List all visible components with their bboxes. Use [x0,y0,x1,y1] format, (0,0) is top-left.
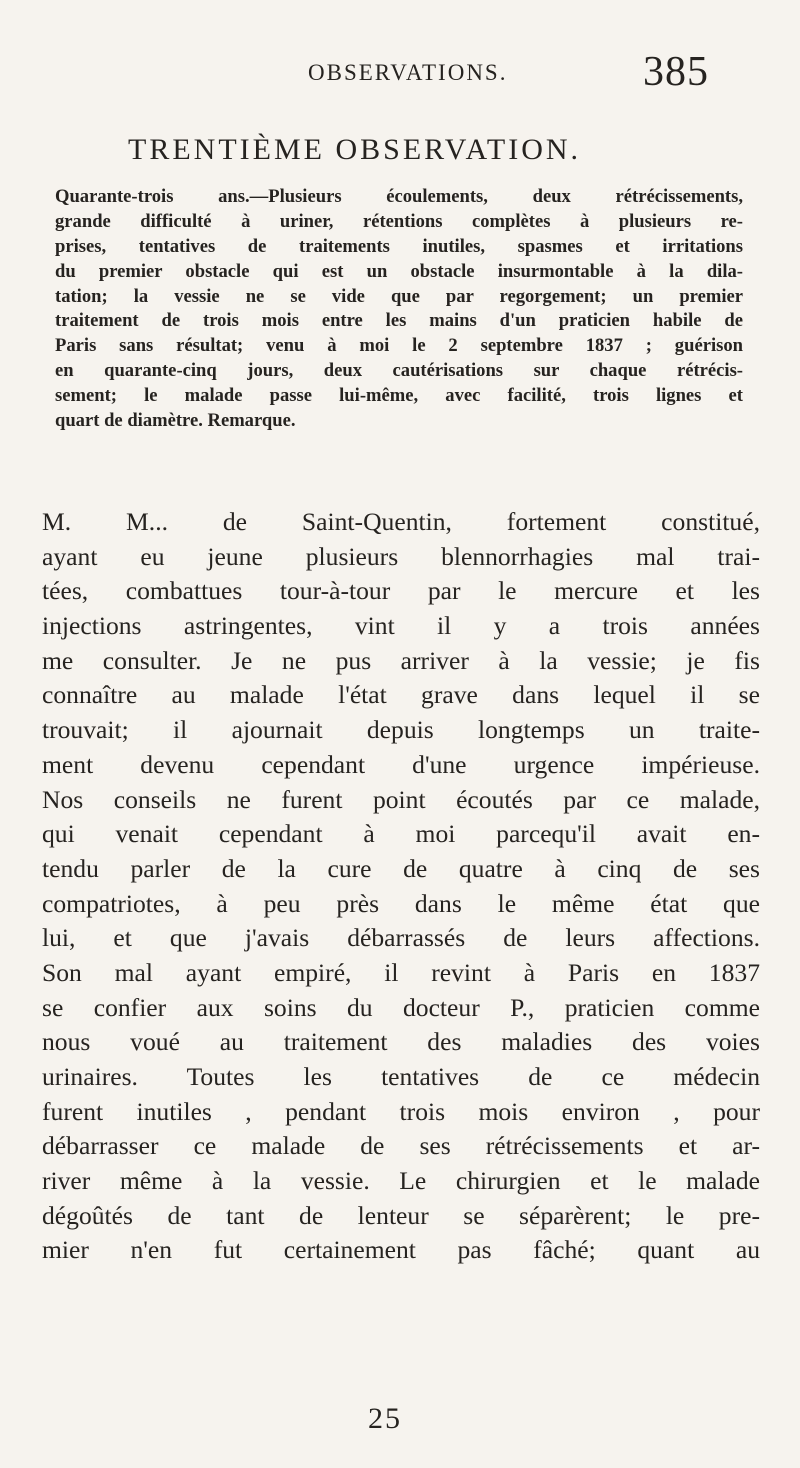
body-line: furent inutiles , pendant trois mois environ , pour [42,1096,760,1126]
body-line: Nos conseils ne furent point écoutés par ce malade, [42,784,760,814]
body-line: tées, combattues tour-à-tour par le mercure et les [42,576,760,606]
running-header [0,48,800,98]
summary-line: Quarante-trois ans.—Plusieurs écoulements, deux rétrécissements, [55,186,743,207]
body-line: mier n'en fut certainement pas fâché; quant au [42,1235,760,1265]
body-line: injections astringentes, vint il y a trois années [42,611,760,641]
body-line: M. M... de Saint-Quentin, fortement constitué, [42,507,760,536]
body-line: tendu parler de la cure de quatre à cinq de ses [42,853,760,883]
body-line: connaître au malade l'état grave dans lequel il se [42,680,760,710]
summary-line: en quarante-cinq jours, deux cautérisations sur chaque rétrécis- [55,360,743,382]
summary-line: traitement de trois mois entre les mains d'un praticien habile de [55,310,743,332]
body-line: urinaires. Toutes les tentatives de ce médecin [42,1062,760,1091]
body-line: river même à la vessie. Le chirurgien et le malade [42,1166,760,1196]
body-line: trouvait; il ajournait depuis longtemps un traite- [42,715,760,745]
body-line: me consulter. Je ne pus arriver à la vessie; je fis [42,645,760,675]
page-number: 385 [643,49,709,95]
chapter-title: TRENTIÈME OBSERVATION. [128,133,582,166]
body-text [42,505,760,1268]
body-line: lui, et que j'avais débarrassés de leurs affections. [42,923,760,953]
summary-line: du premier obstacle qui est un obstacle insurmontable à la dila- [55,260,743,282]
summary-line: grande difficulté à uriner, rétentions complètes à plusieurs re- [55,210,743,232]
body-line: qui venait cependant à moi parcequ'il avait en- [42,819,760,849]
body-line: ment devenu cependant d'une urgence impérieuse. [42,749,760,779]
signature-mark: 25 [368,1402,402,1435]
body-line: dégoûtés de tant de lenteur se séparèrent; le pre- [42,1200,760,1230]
observation-summary [55,185,743,434]
running-title: OBSERVATIONS. [308,60,508,85]
body-line: se confier aux soins du docteur P., praticien comme [42,992,760,1022]
summary-line: sement; le malade passe lui-même, avec facilité, trois lignes et [55,385,743,407]
summary-line: tation; la vessie ne se vide que par regorgement; un premier [55,285,743,307]
summary-line: Paris sans résultat; venu à moi le 2 septembre 1837 ; guérison [55,335,743,357]
body-line: compatriotes, à peu près dans le même état que [42,888,760,918]
body-line: nous voué au traitement des maladies des voies [42,1027,760,1057]
body-line: débarrasser ce malade de ses rétrécissements et ar- [42,1131,760,1161]
summary-line: quart de diamètre. Remarque. [55,410,296,432]
summary-line: prises, tentatives de traitements inutiles, spasmes et irritations [55,235,743,257]
body-line: ayant eu jeune plusieurs blennorrhagies mal trai- [42,541,760,571]
body-line: Son mal ayant empiré, il revint à Paris en 1837 [42,957,760,987]
